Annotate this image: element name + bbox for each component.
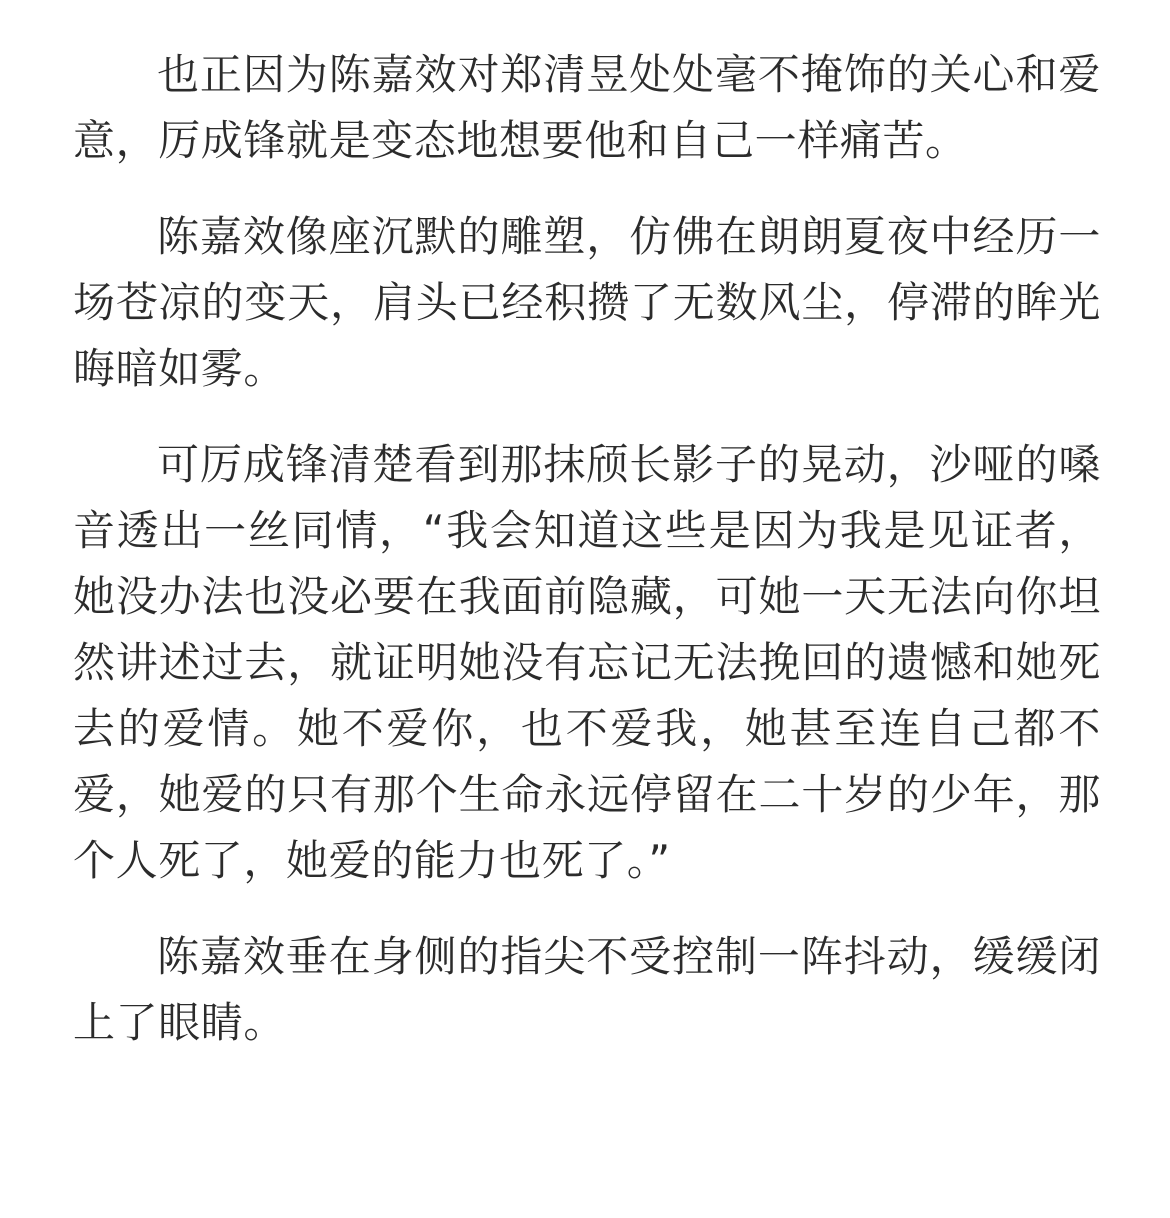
paragraph-2: 陈嘉效像座沉默的雕塑，仿佛在朗朗夏夜中经历一场苍凉的变天，肩头已经积攒了无数风尘，停滞的眸光晦暗如雾。 <box>73 212 1101 393</box>
paragraph-3: 可厉成锋清楚看到那抹颀长影子的晃动，沙哑的嗓音透出一丝同情，“我会知道这些是因为我是见证者，她没办法也没必要在我面前隐藏，可她一天无法向你坦然讲述过去，就证明她没有忘记无法挽回的遗憾和她死去的爱情。她不爱你，也不爱我，她甚至连自己都不爱，她爱的只有那个生命永远停留在二十岁的少年，那个人死了，她爱的能力也死了。” <box>73 440 1101 885</box>
article-body <box>73 42 1101 1056</box>
paragraph-4: 陈嘉效垂在身侧的指尖不受控制一阵抖动，缓缓闭上了眼睛。 <box>73 932 1101 1047</box>
paragraph-1: 也正因为陈嘉效对郑清昱处处毫不掩饰的关心和爱意，厉成锋就是变态地想要他和自己一样痛苦。 <box>73 50 1101 165</box>
